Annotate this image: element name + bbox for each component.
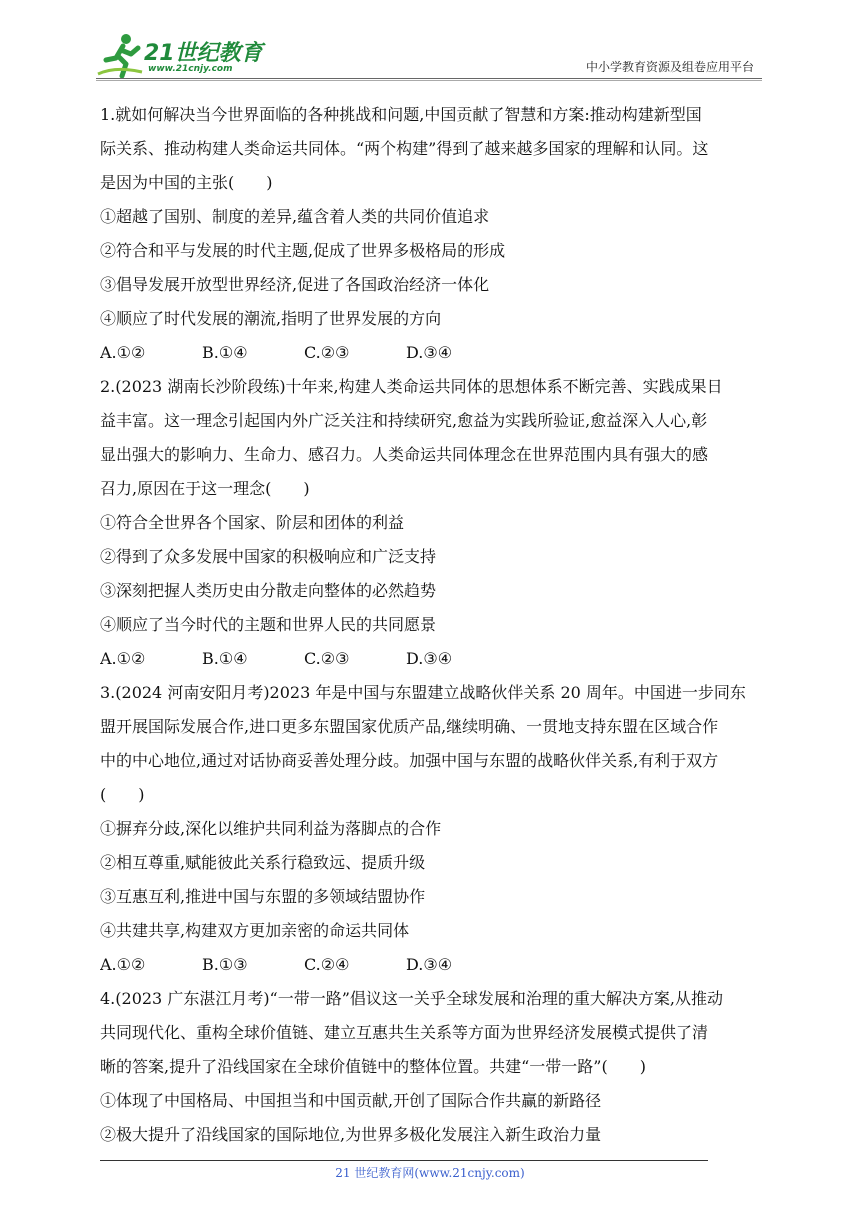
runner-logo-icon bbox=[96, 30, 146, 80]
statement-item: ①摒弃分歧,深化以维护共同利益为落脚点的合作 bbox=[100, 819, 442, 838]
question-stem-line: 召力,原因在于这一理念( ) bbox=[100, 479, 310, 498]
statement-item: ④顺应了当今时代的主题和世界人民的共同愿景 bbox=[100, 615, 437, 634]
question-stem-line: 共同现代化、重构全球价值链、建立互惠共生关系等方面为世界经济发展模式提供了清 bbox=[100, 1023, 709, 1042]
statement-item: ②符合和平与发展的时代主题,促成了世界多极格局的形成 bbox=[100, 241, 506, 260]
logo-url: www.21cnjy.com bbox=[148, 64, 233, 74]
site-logo[interactable] bbox=[96, 30, 266, 82]
option-c: C.②③ bbox=[304, 649, 350, 668]
question-stem-line: 晰的答案,提升了沿线国家在全球价值链中的整体位置。共建“一带一路”( ) bbox=[100, 1057, 646, 1076]
option-d: D.③④ bbox=[406, 343, 453, 362]
statement-item: ③倡导发展开放型世界经济,促进了各国政治经济一体化 bbox=[100, 275, 490, 294]
answer-options bbox=[100, 336, 764, 370]
question-list bbox=[100, 98, 764, 1152]
question-stem-line: 2.(2023 湖南长沙阶段练)十年来,构建人类命运共同体的思想体系不断完善、实践成果日 bbox=[100, 377, 723, 396]
question-stem-line: 1.就如何解决当今世界面临的各种挑战和问题,中国贡献了智慧和方案:推动构建新型国 bbox=[100, 105, 702, 124]
statement-item: ②极大提升了沿线国家的国际地位,为世界多极化发展注入新生政治力量 bbox=[100, 1125, 602, 1144]
statement-item: ①符合全世界各个国家、阶层和团体的利益 bbox=[100, 513, 405, 532]
question-2 bbox=[100, 370, 764, 676]
question-stem-line: 际关系、推动构建人类命运共同体。“两个构建”得到了越来越多国家的理解和认同。这 bbox=[100, 139, 709, 158]
answer-options bbox=[100, 642, 764, 676]
page-header bbox=[0, 0, 860, 90]
statement-item: ①超越了国别、制度的差异,蕴含着人类的共同价值追求 bbox=[100, 207, 490, 226]
option-b: B.①③ bbox=[202, 955, 248, 974]
header-divider bbox=[96, 78, 762, 79]
footer-link[interactable]: 21 世纪教育网(www.21cnjy.com) bbox=[335, 1166, 525, 1180]
logo-text: 21世纪教育 bbox=[144, 41, 263, 66]
question-stem-line: 盟开展国际发展合作,进口更多东盟国家优质产品,继续明确、一贯地支持东盟在区域合作 bbox=[100, 717, 719, 736]
option-d: D.③④ bbox=[406, 649, 453, 668]
option-b: B.①④ bbox=[202, 343, 248, 362]
statement-item: ④共建共享,构建双方更加亲密的命运共同体 bbox=[100, 921, 410, 940]
statement-item: ④顺应了时代发展的潮流,指明了世界发展的方向 bbox=[100, 309, 442, 328]
question-stem-line: 是因为中国的主张( ) bbox=[100, 173, 273, 192]
statement-item: ②得到了众多发展中国家的积极响应和广泛支持 bbox=[100, 547, 437, 566]
option-c: C.②③ bbox=[304, 343, 350, 362]
question-stem-line: ( ) bbox=[100, 785, 145, 804]
option-a: A.①② bbox=[100, 955, 146, 974]
question-4 bbox=[100, 982, 764, 1152]
header-divider-secondary bbox=[96, 80, 762, 81]
question-1 bbox=[100, 98, 764, 370]
question-3 bbox=[100, 676, 764, 982]
option-c: C.②④ bbox=[304, 955, 350, 974]
option-b: B.①④ bbox=[202, 649, 248, 668]
option-d: D.③④ bbox=[406, 955, 453, 974]
question-stem-line: 4.(2023 广东湛江月考)“一带一路”倡议这一关乎全球发展和治理的重大解决方案,从推动 bbox=[100, 989, 724, 1008]
answer-options bbox=[100, 948, 764, 982]
site-tagline: 中小学教育资源及组卷应用平台 bbox=[585, 60, 754, 74]
statement-item: ③互惠互利,推进中国与东盟的多领域结盟协作 bbox=[100, 887, 426, 906]
footer-divider bbox=[100, 1160, 708, 1161]
question-stem-line: 显出强大的影响力、生命力、感召力。人类命运共同体理念在世界范围内具有强大的感 bbox=[100, 445, 709, 464]
option-a: A.①② bbox=[100, 343, 146, 362]
option-a: A.①② bbox=[100, 649, 146, 668]
question-stem-line: 中的中心地位,通过对话协商妥善处理分歧。加强中国与东盟的战略伙伴关系,有利于双方 bbox=[100, 751, 719, 770]
statement-item: ③深刻把握人类历史由分散走向整体的必然趋势 bbox=[100, 581, 437, 600]
question-stem-line: 3.(2024 河南安阳月考)2023 年是中国与东盟建立战略伙伴关系 20 周年。中国进一步同东 bbox=[100, 683, 746, 702]
statement-item: ②相互尊重,赋能彼此关系行稳致远、提质升级 bbox=[100, 853, 426, 872]
question-stem-line: 益丰富。这一理念引起国内外广泛关注和持续研究,愈益为实践所验证,愈益深入人心,彰 bbox=[100, 411, 708, 430]
statement-item: ①体现了中国格局、中国担当和中国贡献,开创了国际合作共赢的新路径 bbox=[100, 1091, 602, 1110]
